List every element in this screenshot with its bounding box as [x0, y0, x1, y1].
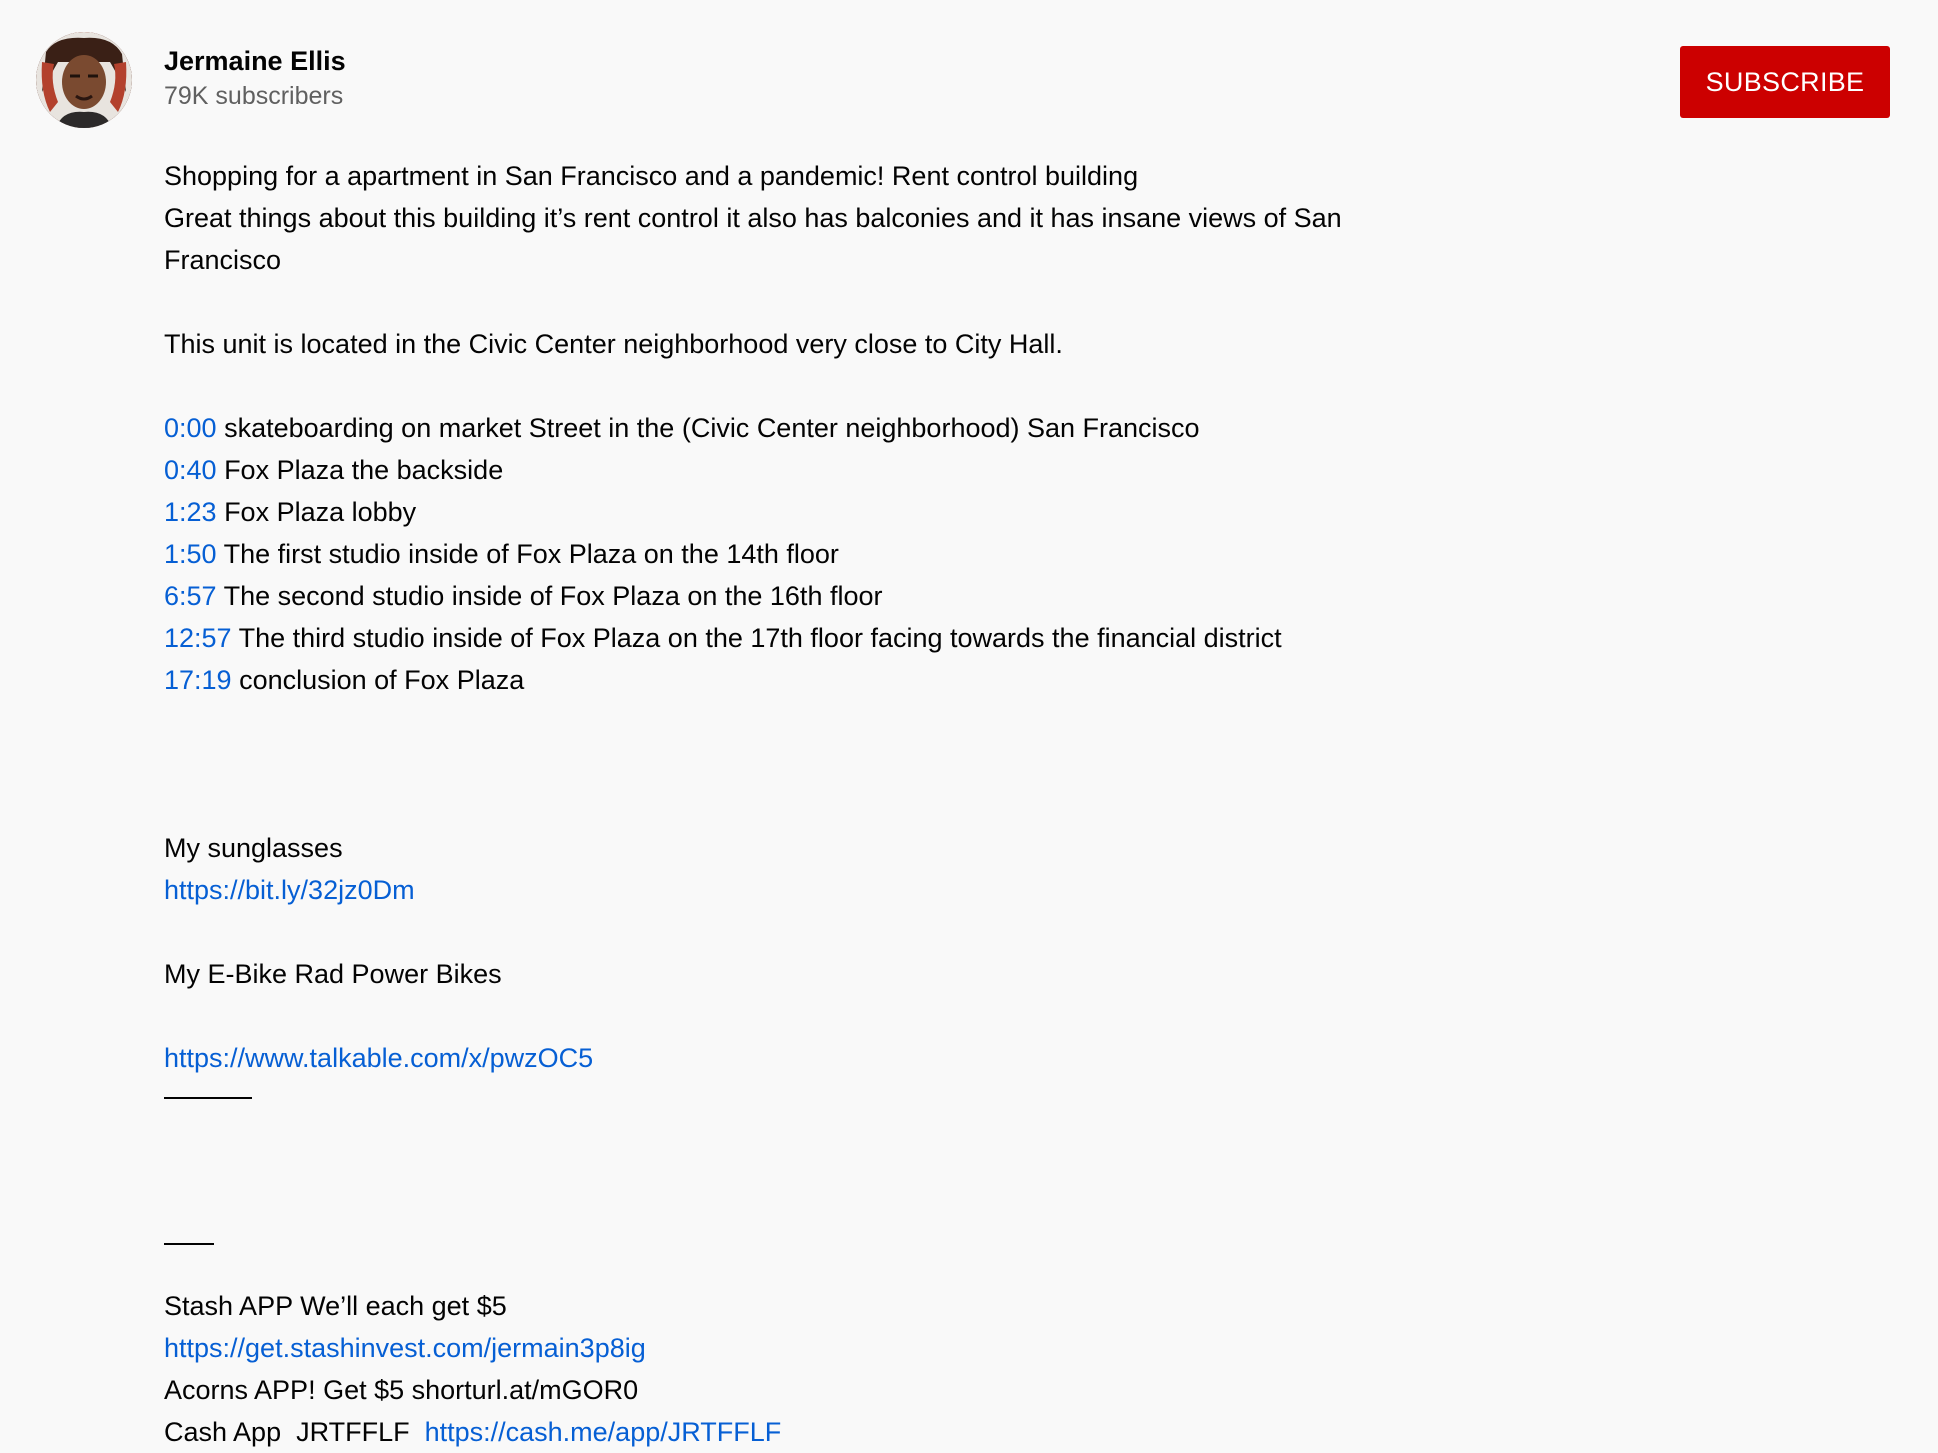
chapter-item: [164, 659, 1404, 701]
chapter-timestamp-link[interactable]: 0:40: [164, 455, 217, 485]
chapter-item: [164, 407, 1404, 449]
divider: [164, 1243, 214, 1245]
channel-avatar[interactable]: [36, 32, 132, 128]
chapter-title: The second studio inside of Fox Plaza on the 16th floor: [216, 581, 883, 611]
spacer: [164, 785, 1404, 827]
stash-label: Stash APP We’ll each get $5: [164, 1291, 507, 1321]
separator-line: [164, 1243, 1404, 1285]
chapter-title: The third studio inside of Fox Plaza on the 17th floor facing towards the financial district: [231, 623, 1282, 653]
acorns-line: Acorns APP! Get $5 shorturl.at/mGOR0: [164, 1375, 639, 1405]
chapter-item: [164, 491, 1404, 533]
channel-name[interactable]: Jermaine Ellis: [164, 46, 346, 76]
spacer: [164, 911, 1404, 953]
chapter-item: [164, 449, 1404, 491]
chapter-title: Fox Plaza the backside: [216, 455, 504, 485]
spacer: [164, 701, 1404, 743]
description-location-line: This unit is located in the Civic Center neighborhood very close to City Hall.: [164, 329, 1063, 359]
ebike-link[interactable]: https://www.talkable.com/x/pwzOC5: [164, 1043, 594, 1073]
divider: [164, 1097, 252, 1099]
subscriber-count: 79K subscribers: [164, 82, 344, 110]
cashapp-label: Cash App JRTFFLF: [164, 1417, 425, 1447]
cashapp-link[interactable]: https://cash.me/app/JRTFFLF: [424, 1417, 782, 1447]
chapter-timestamp-link[interactable]: 1:23: [164, 497, 217, 527]
description-intro-line: Great things about this building it’s rent control it also has balconies and it has insane views of San Francisco: [164, 203, 1342, 275]
subscribe-button[interactable]: SUBSCRIBE: [1680, 46, 1890, 118]
stash-link[interactable]: https://get.stashinvest.com/jermain3p8ig: [164, 1333, 646, 1363]
spacer: [164, 1139, 1404, 1181]
description-intro-line: Shopping for a apartment in San Francisco and a pandemic! Rent control building: [164, 161, 1139, 191]
chapter-title: The first studio inside of Fox Plaza on the 14th floor: [216, 539, 839, 569]
spacer: [164, 995, 1404, 1037]
chapter-title: Fox Plaza lobby: [216, 497, 417, 527]
chapter-item: [164, 533, 1404, 575]
chapter-title: conclusion of Fox Plaza: [231, 665, 525, 695]
chapter-timestamp-link[interactable]: 12:57: [164, 623, 232, 653]
chapter-title: skateboarding on market Street in the (Civic Center neighborhood) San Francisco: [216, 413, 1200, 443]
spacer: [164, 365, 1404, 407]
video-description: [164, 155, 1404, 1453]
avatar-photo-icon: [36, 32, 132, 128]
chapter-item: [164, 617, 1404, 659]
chapter-item: [164, 575, 1404, 617]
separator-line: [164, 1097, 1404, 1139]
spacer: [164, 743, 1404, 785]
cashapp-line: [164, 1411, 1404, 1453]
chapter-timestamp-link[interactable]: 0:00: [164, 413, 217, 443]
sunglasses-label: My sunglasses: [164, 833, 343, 863]
spacer: [164, 281, 1404, 323]
chapter-timestamp-link[interactable]: 6:57: [164, 581, 217, 611]
spacer: [164, 1181, 1404, 1223]
ebike-label: My E-Bike Rad Power Bikes: [164, 959, 502, 989]
chapter-timestamp-link[interactable]: 1:50: [164, 539, 217, 569]
sunglasses-link[interactable]: https://bit.ly/32jz0Dm: [164, 875, 415, 905]
chapter-timestamp-link[interactable]: 17:19: [164, 665, 232, 695]
